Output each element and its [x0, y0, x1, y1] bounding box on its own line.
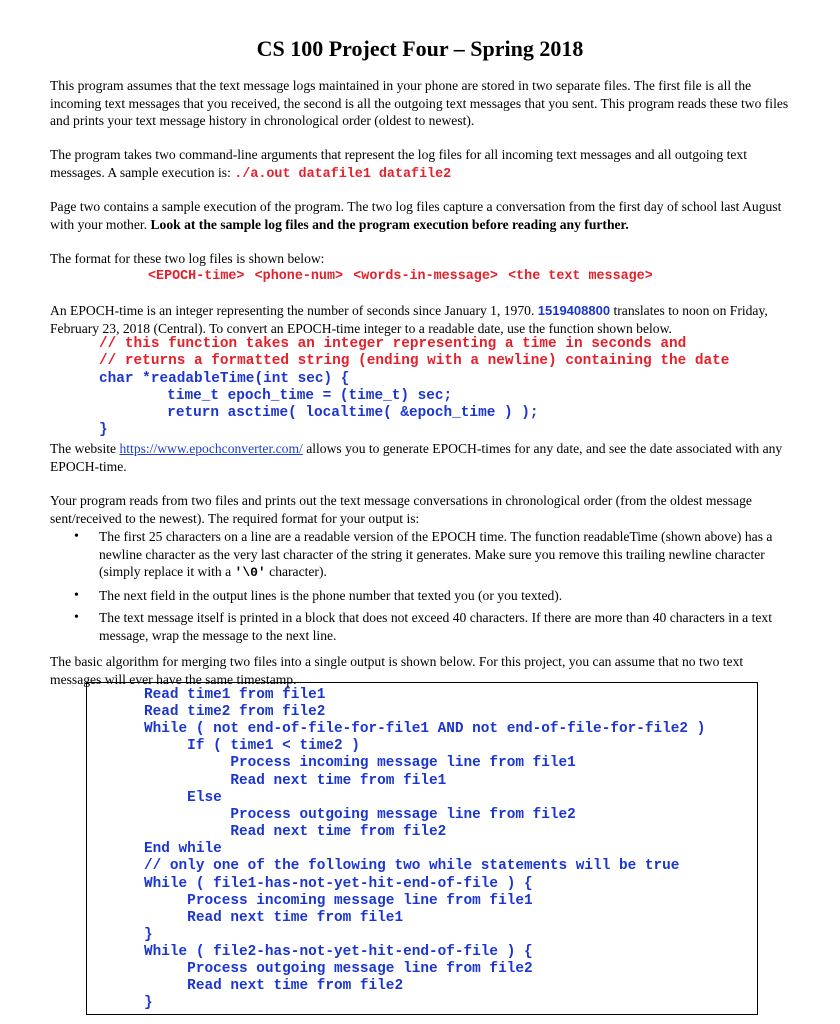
- algorithm-line: If ( time1 < time2 ): [144, 738, 360, 754]
- website-paragraph: [50, 440, 792, 475]
- algorithm-line: Read next time from file1: [144, 773, 447, 789]
- algorithm-line: }: [144, 927, 153, 943]
- code-body-line: return asctime( localtime( &epoch_time ) );: [124, 405, 539, 421]
- algorithm-line: Process incoming message line from file1: [144, 755, 576, 771]
- website-text-start: The website: [50, 441, 117, 456]
- code-closing-brace: }: [99, 422, 108, 438]
- code-comment-line: // this function takes an integer representing a time in seconds and: [99, 336, 687, 352]
- epoch-text-end: translates to noon on Friday, February 23, 2018 (Central). To convert an EPOCH-time integer to a readable date, use the function shown below.: [50, 303, 768, 336]
- epoch-example-value: 1519408800: [537, 303, 611, 318]
- algorithm-line: Read next time from file2: [144, 978, 404, 994]
- algorithm-line: Read next time from file2: [144, 824, 447, 840]
- algorithm-line: }: [144, 995, 153, 1011]
- algorithm-line: Read next time from file1: [144, 910, 404, 926]
- epoch-text-start: An EPOCH-time is an integer representing the number of seconds since January 1, 1970.: [50, 303, 535, 318]
- algorithm-line: Process incoming message line from file1: [144, 893, 533, 909]
- algorithm-line: Read time1 from file1: [144, 687, 326, 703]
- arguments-text: The program takes two command-line arguments that represent the log files for all incoming text messages and all outgoing text messages. A sample execution is:: [50, 147, 747, 180]
- arguments-paragraph: [50, 146, 792, 183]
- list-item: [74, 528, 790, 582]
- bullet-3-text: The text message itself is printed in a block that does not exceed 40 characters. If there are more than 40 characters in a text message, wrap the message to the next line.: [99, 610, 772, 643]
- bullet-2-text: The next field in the output lines is the phone number that texted you (or you texted).: [99, 587, 563, 603]
- format-intro: The format for these two log files is shown below:: [50, 251, 325, 266]
- format-field-message: <the text message>: [508, 269, 653, 284]
- format-fields: [148, 266, 788, 286]
- page-title: CS 100 Project Four – Spring 2018: [256, 36, 584, 61]
- intro-paragraph: This program assumes that the text message logs maintained in your phone are stored in two separate files. The first file is all the incoming text messages that you received, the second is all the outgoing text messages that you sent. This program reads these two files and prints your text message history in chronological order (oldest to newest).: [50, 78, 789, 128]
- website-text-end: allows you to generate EPOCH-times for any date, and see the date associated with any EPOCH-time.: [50, 441, 783, 474]
- algorithm-line: While ( not end-of-file-for-file1 AND not end-of-file-for-file2 ): [144, 721, 706, 737]
- page-two-bold-text: Look at the sample log files and the program execution before reading any further.: [150, 216, 629, 232]
- epoch-paragraph: [50, 302, 792, 337]
- algorithm-line: While ( file2-has-not-yet-hit-end-of-file ) {: [144, 944, 533, 960]
- list-item: [74, 609, 790, 644]
- algorithm-intro: The basic algorithm for merging two files into a single output is shown below. For this project, you can assume that no two text messages will ever have the same timestamp.: [50, 654, 744, 687]
- code-body-line: time_t epoch_time = (time_t) sec;: [124, 388, 453, 404]
- code-signature-line: char *readableTime(int sec) {: [99, 371, 350, 387]
- bullet-1-text: The first 25 characters on a line are a readable version of the EPOCH time. The function readableTime (shown above) has a newline character as the very last character of the string it generates. Make sure you remove this trailing newline character (simply replace it with a: [99, 529, 773, 579]
- null-character-code: '\0': [234, 565, 266, 580]
- list-item: [74, 587, 790, 605]
- algorithm-line: Process outgoing message line from file2: [144, 961, 533, 977]
- output-format-list: [74, 528, 790, 649]
- format-field-words: <words-in-message>: [353, 269, 498, 284]
- output-format-intro: Your program reads from two files and prints out the text message conversations in chronological order (from the oldest message sent/received to the newest). The required format for your output is:: [50, 493, 752, 526]
- algorithm-line: // only one of the following two while statements will be true: [144, 858, 680, 874]
- format-field-phone: <phone-num>: [254, 269, 344, 284]
- algorithm-line: Else: [144, 790, 222, 806]
- sample-command: ./a.out datafile1 datafile2: [234, 166, 452, 182]
- page-two-paragraph: [50, 198, 792, 233]
- code-comment-line: // returns a formatted string (ending with a newline) containing the date: [99, 353, 730, 369]
- bullet-1-text-end: character).: [269, 564, 327, 579]
- format-field-epoch: <EPOCH-time>: [148, 269, 245, 284]
- page-two-text: Page two contains a sample execution of the program. The two log files capture a conversation from the first day of school last August with your mother.: [50, 199, 782, 232]
- epochconverter-link[interactable]: https://www.epochconverter.com/: [119, 441, 303, 456]
- algorithm-line: End while: [144, 841, 222, 857]
- algorithm-line: Process outgoing message line from file2: [144, 807, 576, 823]
- algorithm-line: Read time2 from file2: [144, 704, 326, 720]
- algorithm-line: While ( file1-has-not-yet-hit-end-of-file ) {: [144, 876, 533, 892]
